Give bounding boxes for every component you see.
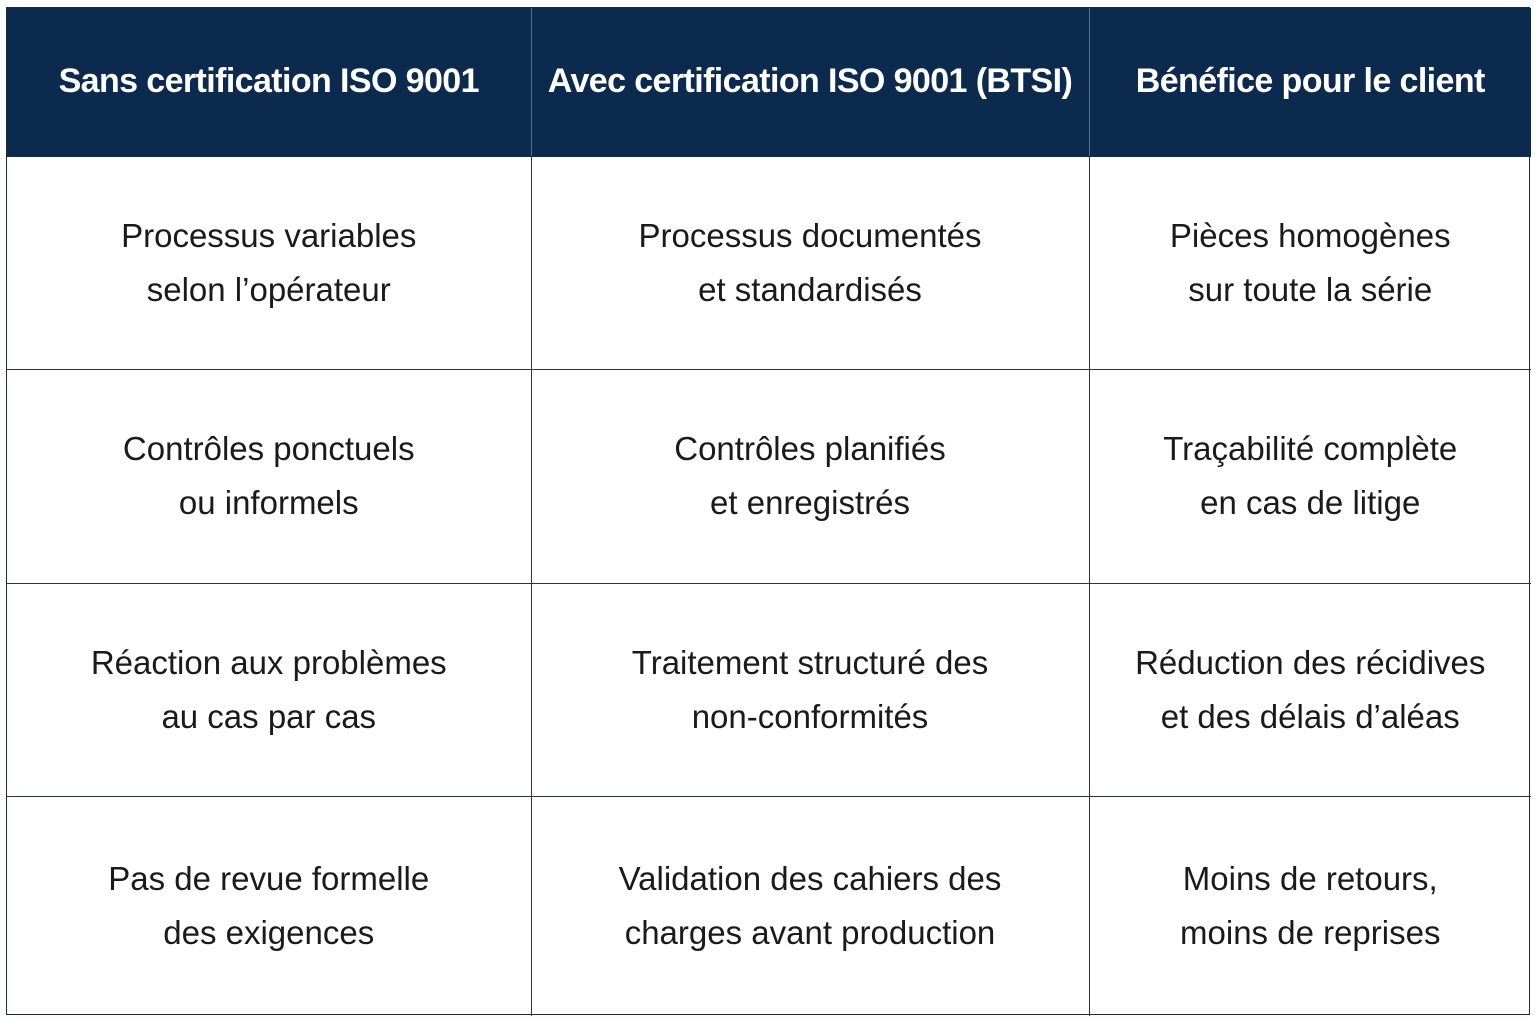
table-cell	[1089, 796, 1531, 1016]
cell-line: et standardisés	[698, 270, 922, 308]
cell-line: Pièces homogènes	[1169, 216, 1451, 254]
table-cell	[7, 156, 531, 369]
cell-line: des exigences	[163, 914, 375, 952]
comparison-table-container	[6, 7, 1530, 1015]
table-cell	[1089, 156, 1531, 369]
table-cell	[7, 583, 531, 796]
cell-line: et enregistrés	[710, 484, 910, 521]
cell-line: Réaction aux problèmes	[90, 643, 447, 681]
header-client-benefit: Bénéfice pour le client	[1089, 8, 1531, 156]
cell-line: Contrôles ponctuels	[122, 430, 415, 467]
table-row	[7, 583, 1531, 796]
cell-line: selon l’opérateur	[146, 270, 391, 308]
table-cell	[531, 583, 1089, 796]
header-with-certification: Avec certification ISO 9001 (BTSI)	[531, 8, 1089, 156]
cell-line: Validation des cahiers des	[618, 860, 1002, 898]
cell-line: moins de reprises	[1180, 914, 1441, 952]
cell-line: en cas de litige	[1200, 484, 1421, 521]
table-cell	[1089, 369, 1531, 583]
table-row	[7, 369, 1531, 583]
cell-line: Traçabilité complète	[1163, 430, 1458, 467]
header-without-certification: Sans certification ISO 9001	[7, 8, 531, 156]
cell-line: Processus documentés	[638, 216, 982, 254]
cell-line: non-conformités	[691, 697, 929, 735]
iso-9001-comparison-table	[7, 8, 1531, 1016]
cell-line: sur toute la série	[1188, 270, 1433, 308]
table-cell	[531, 156, 1089, 369]
table-cell	[531, 369, 1089, 583]
table-cell	[7, 369, 531, 583]
table-header	[7, 8, 1531, 156]
table-cell	[531, 796, 1089, 1016]
cell-line: Pas de revue formelle	[108, 860, 430, 898]
cell-line: Contrôles planifiés	[674, 430, 946, 467]
table-cell	[7, 796, 531, 1016]
header-row	[7, 8, 1531, 156]
cell-line: au cas par cas	[161, 697, 377, 735]
cell-line: Traitement structuré des	[631, 643, 989, 681]
cell-line: Réduction des récidives	[1135, 643, 1486, 681]
table-row	[7, 156, 1531, 369]
table-cell	[1089, 583, 1531, 796]
cell-line: ou informels	[178, 484, 359, 521]
cell-line: Moins de retours,	[1182, 860, 1438, 898]
table-row	[7, 796, 1531, 1016]
cell-line: charges avant production	[624, 914, 996, 952]
cell-line: Processus variables	[121, 216, 417, 254]
table-body	[7, 156, 1531, 1016]
cell-line: et des délais d’aléas	[1160, 697, 1460, 735]
